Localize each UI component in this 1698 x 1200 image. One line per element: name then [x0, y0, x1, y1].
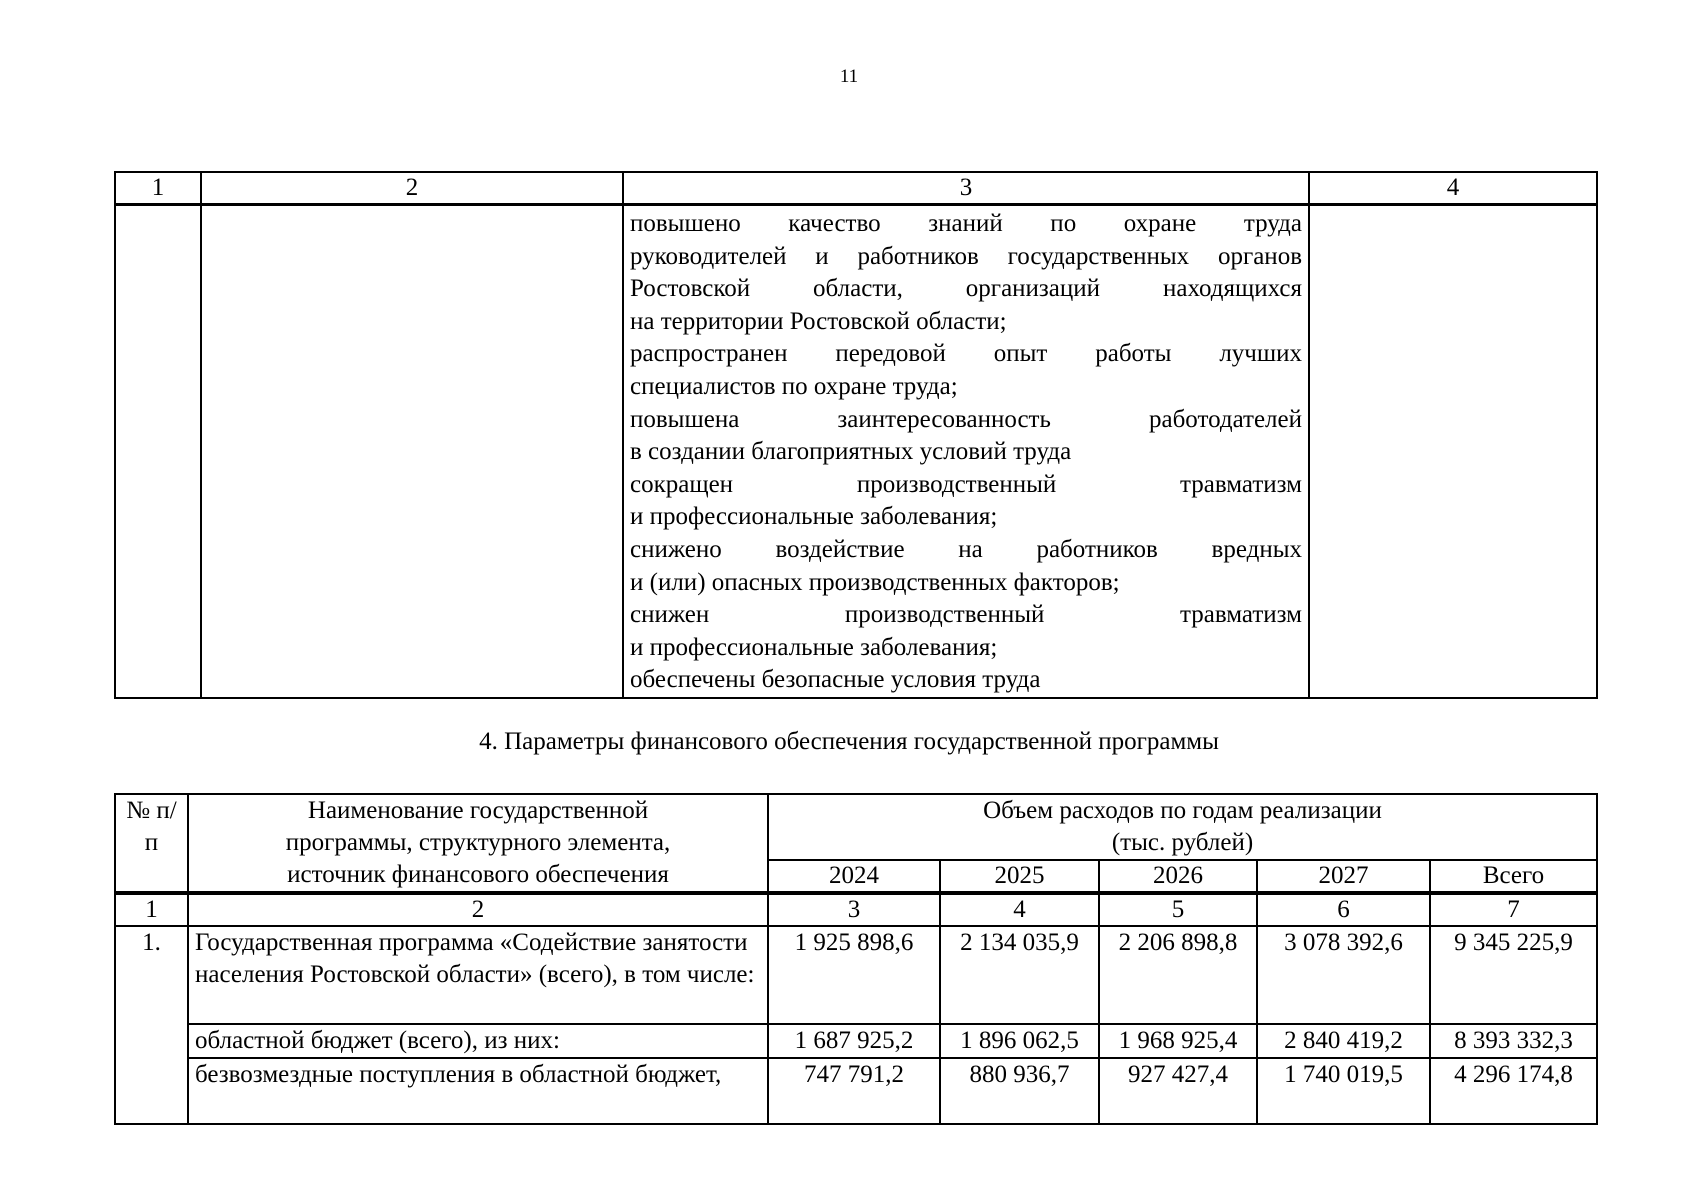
- row-value: 927 427,4: [1099, 1058, 1257, 1124]
- row-value: 1 896 062,5: [940, 1024, 1099, 1058]
- year-header: 2025: [940, 860, 1099, 893]
- row-value: 8 393 332,3: [1430, 1024, 1597, 1058]
- year-header: 2024: [768, 860, 940, 893]
- row-name: областной бюджет (всего), из них:: [188, 1024, 768, 1058]
- table-row: [115, 1024, 1597, 1058]
- row-name: Государственная программа «Содействие занятости населения Ростовской области» (всего), в том числе:: [188, 926, 768, 1024]
- column-number: 2: [201, 172, 623, 205]
- row-value: 4 296 174,8: [1430, 1058, 1597, 1124]
- text-line: в создании благоприятных условий труда: [630, 438, 1072, 466]
- row-value: 2 840 419,2: [1257, 1024, 1430, 1058]
- text-line: повышена заинтересованность работодателей: [630, 405, 1302, 433]
- table-row: [115, 1058, 1597, 1124]
- row-value: 1 925 898,6: [768, 926, 940, 1024]
- column-number: 2: [188, 893, 768, 926]
- text-line: снижен производственный травматизм: [630, 601, 1302, 629]
- row-number: 1.: [115, 926, 188, 1124]
- text-line: специалистов по охране труда;: [630, 372, 958, 400]
- text-line: руководителей и работников государственных органов: [630, 242, 1302, 270]
- text-line: снижено воздействие на работников вредных: [630, 535, 1302, 563]
- column-number: 4: [940, 893, 1099, 926]
- row-value: 880 936,7: [940, 1058, 1099, 1124]
- text-line: и (или) опасных производственных факторов;: [630, 568, 1120, 596]
- text-line: распространен передовой опыт работы лучших: [630, 340, 1302, 368]
- section-title: 4. Параметры финансового обеспечения государственной программы: [479, 728, 1219, 755]
- column-number-row: [115, 172, 1597, 205]
- header-name: Наименование государственной программы, структурного элемента, источник финансового обеспечения: [188, 794, 768, 893]
- header-volume: Объем расходов по годам реализации (тыс. рублей): [768, 794, 1597, 860]
- year-header: 2027: [1257, 860, 1430, 893]
- column-number: 1: [115, 893, 188, 926]
- column-number: 4: [1309, 172, 1597, 205]
- row-value: 2 206 898,8: [1099, 926, 1257, 1024]
- year-header: Всего: [1430, 860, 1597, 893]
- row-value: 747 791,2: [768, 1058, 940, 1124]
- column-number: 6: [1257, 893, 1430, 926]
- row-value: 1 968 925,4: [1099, 1024, 1257, 1058]
- page-number: 11: [839, 66, 859, 87]
- row-value: 3 078 392,6: [1257, 926, 1430, 1024]
- text-line: и профессиональные заболевания;: [630, 633, 998, 661]
- header-row: [115, 794, 1597, 860]
- column-number: 3: [623, 172, 1309, 205]
- column-number: 1: [115, 172, 201, 205]
- results-cell: [623, 205, 1309, 698]
- text-line: повышено качество знаний по охране труда: [630, 210, 1302, 237]
- text-line: на территории Ростовской области;: [630, 307, 1007, 335]
- financing-table: [114, 793, 1598, 1125]
- text-line: сокращен производственный травматизм: [630, 470, 1302, 498]
- results-table: [114, 171, 1598, 699]
- row-value: 1 740 019,5: [1257, 1058, 1430, 1124]
- text-line: и профессиональные заболевания;: [630, 503, 998, 531]
- empty-cell: [201, 205, 623, 698]
- year-header: 2026: [1099, 860, 1257, 893]
- row-value: 2 134 035,9: [940, 926, 1099, 1024]
- table-row: [115, 205, 1597, 698]
- table-row: [115, 926, 1597, 1024]
- text-line: обеспечены безопасные условия труда: [630, 666, 1041, 694]
- row-value: 9 345 225,9: [1430, 926, 1597, 1024]
- column-number: 7: [1430, 893, 1597, 926]
- column-number: 5: [1099, 893, 1257, 926]
- header-num: № п/п: [115, 794, 188, 893]
- row-name: безвозмездные поступления в областной бюджет,: [188, 1058, 768, 1124]
- text-line: Ростовской области, организаций находящихся: [630, 275, 1302, 303]
- empty-cell: [115, 205, 201, 698]
- column-number-row: [115, 893, 1597, 926]
- row-value: 1 687 925,2: [768, 1024, 940, 1058]
- empty-cell: [1309, 205, 1597, 698]
- column-number: 3: [768, 893, 940, 926]
